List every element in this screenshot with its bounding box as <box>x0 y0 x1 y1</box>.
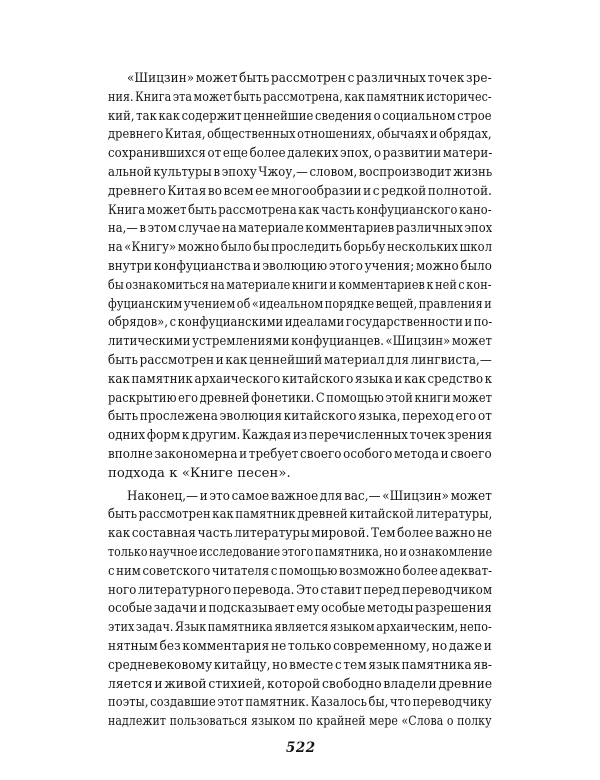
paragraph-2-line-1: Наконец,— и это самое важное для вас,— «Шицзин» может <box>127 488 492 504</box>
paragraph-2-line-9: нятным без комментария не только современному, но даже и <box>108 639 492 654</box>
paragraph-1-line-5: сохранившихся от еще более далеких эпох, о развитии матери- <box>108 146 493 162</box>
paragraph-2-line-7: особые задачи и подсказывает ему особые методы разрешения <box>108 601 492 617</box>
paragraph-1-line-17: как памятник архаического китайского языка и как средство к <box>108 371 493 387</box>
paragraph-2-line-6: ного литературного перевода. Это ставит перед переводчиком <box>108 582 493 598</box>
paragraph-1-line-14: обрядов», с конфуцианскими идеалами государственности и по- <box>108 315 493 331</box>
paragraph-1-line-9: на,— в этом случае на материале комментариев различных эпох <box>108 221 493 237</box>
paragraph-2-line-11: ляется и живой стихией, которой свободно владели древние <box>108 676 493 692</box>
paragraph-1-line-6: альной культуры в эпоху Чжоу,— словом, воспроизводит жизнь <box>108 165 493 180</box>
paragraph-1-line-10: на «Книгу» можно было бы проследить борьбу нескольких школ <box>108 240 493 256</box>
paragraph-1-line-19: быть прослежена эволюция китайского языка, переход его от <box>108 409 492 425</box>
paragraph-1-line-1: «Шицзин» может быть рассмотрен с различных точек зре- <box>127 71 492 86</box>
paragraph-2-line-5: с ним советского читателя с помощью возможно более адекват- <box>108 563 493 579</box>
paragraph-1-line-15: литическими устремлениями конфуцианцев. «Шицзин» может <box>108 334 493 350</box>
paragraph-1-line-7: древнего Китая во всем ее многообразии и с редкой полнотой. <box>108 183 493 199</box>
paragraph-2-line-4: только научное исследование этого памятника, но и ознакомление <box>108 545 493 560</box>
paragraph-2-line-3: как составная часть литературы мировой. Тем более важно не <box>108 526 493 542</box>
paragraph-1-line-12: бы ознакомиться на материале книги и комментариев к ней с кон- <box>108 277 492 293</box>
paragraph-1-line-3: кий, так как содержит ценнейшие сведения о социальном строе <box>108 108 492 124</box>
paragraph-1-line-21: вполне закономерна и требует своего особого метода и своего <box>108 447 492 462</box>
paragraph-2-line-2: быть рассмотрен как памятник древней китайской литературы, <box>108 507 493 523</box>
paragraph-2-line-8: этих задач. Язык памятника является языком архаическим, непо- <box>108 620 492 636</box>
paragraph-2-line-12: поэты, создавшие этот памятник. Казалось бы, что переводчику <box>108 695 492 711</box>
paragraph-2-line-10: средневековому китайцу, но вместе с тем язык памятника яв- <box>108 657 493 673</box>
paragraph-1-line-2: ния. Книга эта может быть рассмотрена, как памятник историчес- <box>108 89 492 105</box>
paragraph-1-line-11: внутри конфуцианства и эволюцию этого учения; можно было <box>108 259 492 274</box>
paragraph-1-line-22: подхода к «Книге песен». <box>108 465 291 481</box>
paragraph-1-line-8: Книга может быть рассмотрена как часть конфуцианского кано- <box>108 202 492 218</box>
paragraph-1-line-18: раскрытию его древней фонетики. С помощью этой книги может <box>108 390 493 406</box>
paragraph-2-line-13: надлежит пользоваться языком по крайней мере «Слова о полку <box>108 714 492 730</box>
paragraph-1-line-16: быть рассмотрен и как ценнейший материал для лингвиста,— <box>108 353 492 368</box>
paragraph-1-line-20: одних форм к другим. Каждая из перечисленных точек зрения <box>108 428 493 444</box>
paragraph-1-line-13: фуцианским учением об «идеальном порядке вещей, правления и <box>108 296 492 312</box>
paragraph-1-line-4: древнего Китая, общественных отношениях, обычаях и обрядах, <box>108 127 492 143</box>
page-number: 522 <box>286 740 316 757</box>
